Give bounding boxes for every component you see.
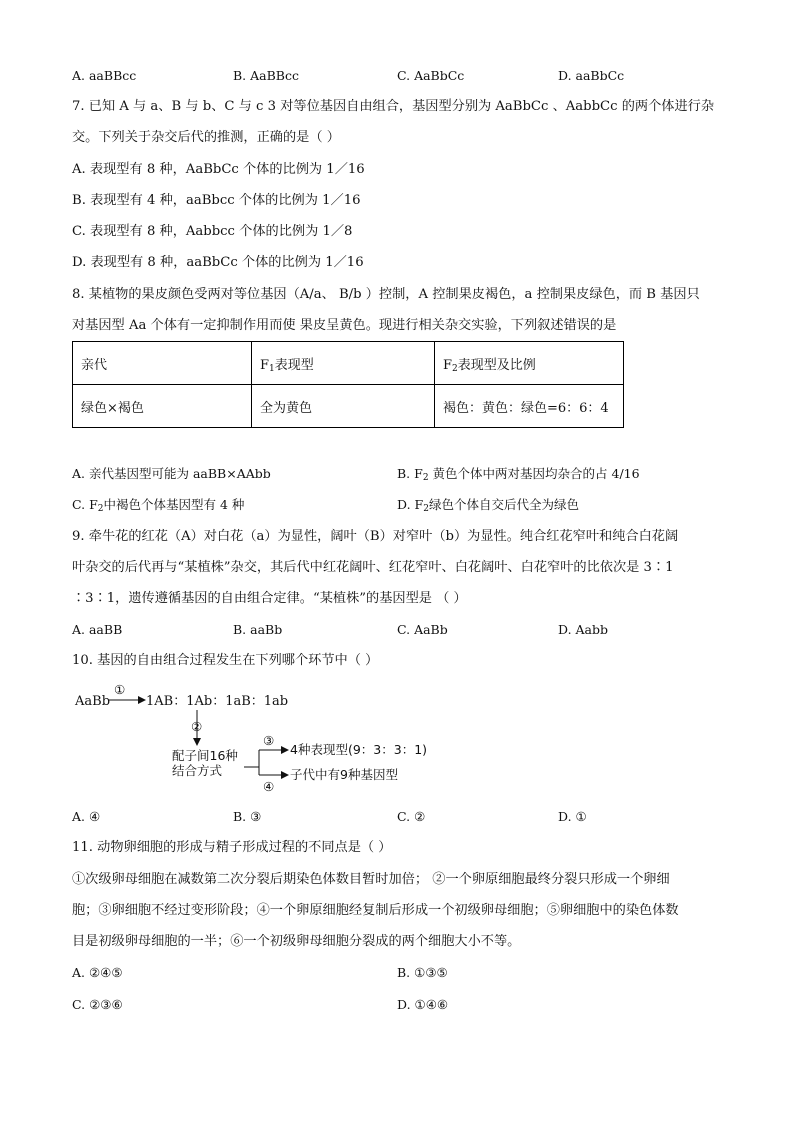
q9-option-c: C. AaBb bbox=[397, 622, 448, 637]
arrow-head bbox=[193, 738, 201, 746]
q8-option-b: B. $F_2$ 黄色个体中两对基因均杂合的占 4/16 bbox=[397, 466, 640, 483]
arrow-head bbox=[138, 696, 146, 704]
q11-option-b: B. ①③⑤ bbox=[397, 965, 448, 980]
q8-option-c: C. $F_2$中褐色个体基因型有 4 种 bbox=[72, 497, 245, 514]
q6-option-c: C. AaBbCc bbox=[397, 68, 465, 83]
q10-option-a: A. ④ bbox=[72, 809, 101, 824]
q9-stem-line3: ∶3∶1，遗传遵循基因的自由组合定律。“某植株”的基因型是 （ ） bbox=[72, 591, 467, 606]
table-header-row bbox=[73, 342, 624, 385]
header-parent: 亲代 bbox=[73, 342, 252, 385]
diagram-combo-line1: 配子间16种 bbox=[172, 748, 238, 763]
q7-option-b: B. 表现型有 4 种，aaBbcc 个体的比例为 1／16 bbox=[72, 193, 361, 208]
q7-stem-line2: 交。下列关于杂交后代的推测，正确的是（ ） bbox=[72, 130, 340, 145]
q7-option-c: C. 表现型有 8 种，Aabbcc 个体的比例为 1／8 bbox=[72, 224, 353, 239]
q8-cross-table bbox=[72, 341, 624, 428]
q9-stem-line2: 叶杂交的后代再与“某植株”杂交，其后代中红花阔叶、红花窄叶、白花阔叶、白花窄叶的比依次是 3∶1 bbox=[72, 560, 674, 575]
diagram-phenotypes: 4种表现型(9：3：3：1) bbox=[290, 742, 428, 757]
q10-option-d: D. ① bbox=[558, 809, 587, 824]
q9-option-a: A. aaBB bbox=[72, 622, 123, 637]
table-row bbox=[73, 385, 624, 428]
q8-stem-line1: 8. 某植物的果皮颜色受两对等位基因（A/a、 B/b ）控制，A 控制果皮褐色，a 控制果皮绿色，而 B 基因只 bbox=[72, 287, 700, 302]
cell-f1: 全为黄色 bbox=[252, 385, 435, 428]
q10-option-b: B. ③ bbox=[233, 809, 262, 824]
q7-option-d: D. 表现型有 8 种，aaBbCc 个体的比例为 1／16 bbox=[72, 255, 364, 270]
q8-stem-line2: 对基因型 Aa 个体有一定抑制作用而使 果皮呈黄色。现进行相关杂交实验，下列叙述错误的是 bbox=[72, 318, 617, 333]
q8-option-a: A. 亲代基因型可能为 aaBB×AAbb bbox=[72, 466, 271, 481]
q6-option-a: A. aaBBcc bbox=[72, 68, 137, 83]
diagram-gametes: 1AB：1Ab：1aB：1ab bbox=[146, 694, 289, 709]
diagram-step2-marker: ② bbox=[191, 719, 203, 734]
q11-body-line2: 胞；③卵细胞不经过变形阶段；④一个卵原细胞经复制后形成一个初级卵母细胞；⑤卵细胞中的染色体数 bbox=[72, 903, 679, 918]
q11-body-line1: ①次级卵母细胞在减数第二次分裂后期染色体数目暂时加倍； ②一个卵原细胞最终分裂只形成一个卵细 bbox=[72, 872, 670, 887]
q11-option-d: D. ①④⑥ bbox=[397, 997, 449, 1012]
q10-combination-diagram bbox=[72, 680, 452, 800]
q11-option-c: C. ②③⑥ bbox=[72, 997, 123, 1012]
diagram-step3-marker: ③ bbox=[263, 733, 275, 748]
q6-option-d: D. aaBbCc bbox=[558, 68, 625, 83]
diagram-step1-marker: ① bbox=[114, 682, 126, 697]
cell-f2: 褐色：黄色：绿色=6：6：4 bbox=[435, 385, 624, 428]
q10-stem: 10. 基因的自由组合过程发生在下列哪个环节中（ ） bbox=[72, 653, 379, 668]
arrow-head bbox=[281, 746, 289, 754]
q6-option-b: B. AaBBcc bbox=[233, 68, 299, 83]
q7-stem-line1: 7. 已知 A 与 a、B 与 b、C 与 c 3 对等位基因自由组合，基因型分别为 AaBbCc 、AabbCc 的两个体进行杂 bbox=[72, 99, 715, 114]
diagram-combo-line2: 结合方式 bbox=[172, 763, 223, 778]
arrow-head bbox=[281, 771, 289, 779]
q9-option-d: D. Aabb bbox=[558, 622, 609, 637]
q11-stem: 11. 动物卵细胞的形成与精子形成过程的不同点是（ ） bbox=[72, 840, 392, 855]
q7-option-a: A. 表现型有 8 种，AaBbCc 个体的比例为 1／16 bbox=[72, 162, 365, 177]
q11-option-a: A. ②④⑤ bbox=[72, 965, 123, 980]
diagram-step4-marker: ④ bbox=[263, 779, 275, 794]
q8-option-d: D. $F_2$绿色个体自交后代全为绿色 bbox=[397, 497, 579, 514]
q9-option-b: B. aaBb bbox=[233, 622, 283, 637]
q11-body-line3: 目是初级卵母细胞的一半；⑥一个初级卵母细胞分裂成的两个细胞大小不等。 bbox=[72, 934, 521, 949]
diagram-genotype: AaBb bbox=[75, 694, 111, 709]
q10-option-c: C. ② bbox=[397, 809, 426, 824]
header-f2-phenotype-ratio: $F_2$表现型及比例 bbox=[435, 342, 624, 385]
q9-stem-line1: 9. 牵牛花的红花（A）对白花（a）为显性，阔叶（B）对窄叶（b）为显性。纯合红花窄叶和纯合白花阔 bbox=[72, 529, 679, 544]
header-f1-phenotype: $F_1$表现型 bbox=[252, 342, 435, 385]
diagram-genotypes: 子代中有9种基因型 bbox=[290, 767, 398, 782]
cell-parent: 绿色×褐色 bbox=[73, 385, 252, 428]
